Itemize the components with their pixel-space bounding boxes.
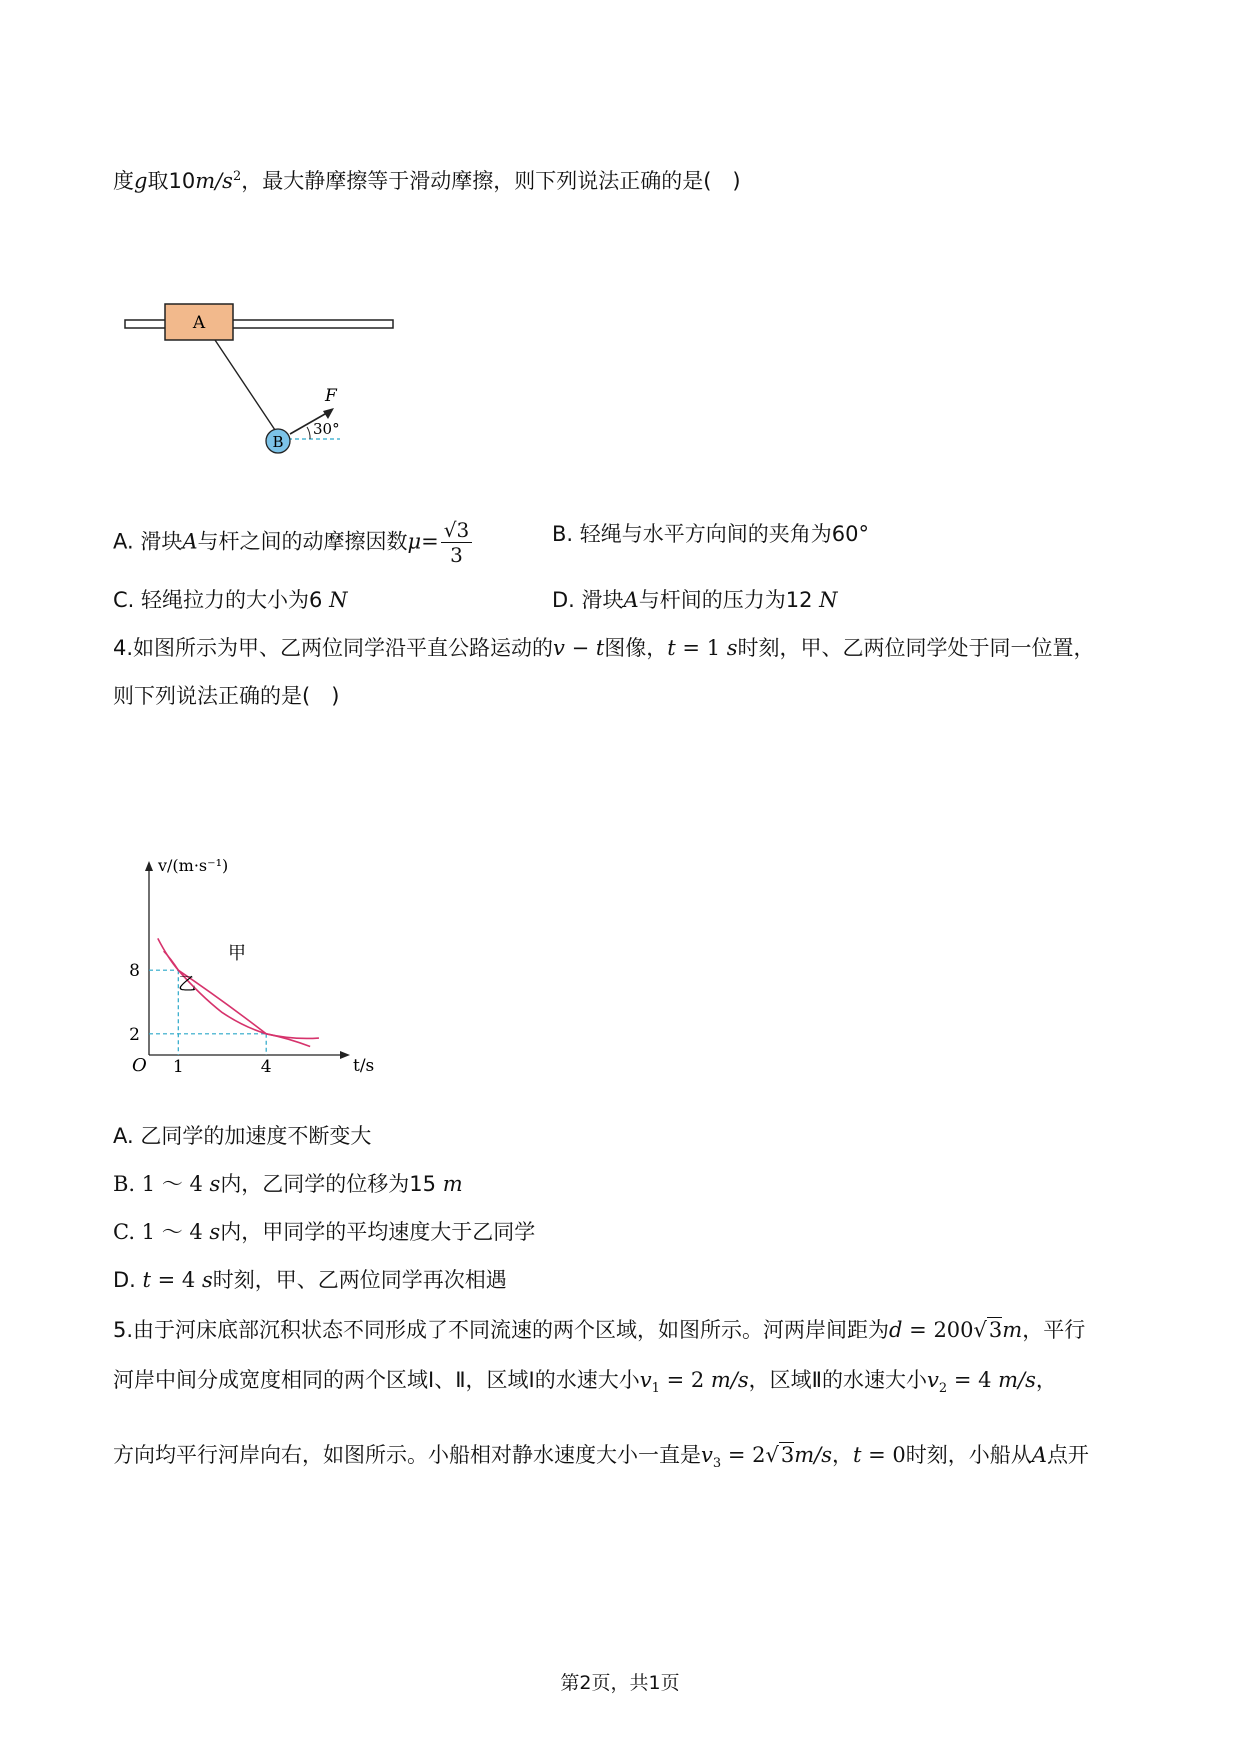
q5-l3-u3: m/s xyxy=(794,1443,832,1467)
q5-line2 xyxy=(113,1366,1057,1403)
q5-l1-sqrt-sign: √ xyxy=(973,1318,987,1342)
q3-opta-mu: μ= xyxy=(407,529,439,554)
page-footer: 第2页，共1页 xyxy=(560,1672,680,1694)
q5-line3 xyxy=(113,1441,1089,1478)
q5-l2-post: ， xyxy=(1035,1368,1057,1392)
q3-optc-pre: C. 轻绳拉力的大小为6 xyxy=(113,588,330,612)
q4-l1-pre: 4.如图所示为甲、乙两位同学沿平直公路运动的 xyxy=(113,636,554,660)
series-line-jia xyxy=(164,951,311,1046)
q4-l1-vt: v − t xyxy=(553,636,605,660)
q4-stem-line2 xyxy=(113,682,339,710)
q5-l2-sub2: 2 xyxy=(938,1381,948,1397)
q5-l3-post: 点开 xyxy=(1046,1443,1089,1467)
x-tick-4: 4 xyxy=(260,1057,272,1077)
q5-l2-v1: v xyxy=(639,1368,652,1392)
x-axis-arrow xyxy=(340,1051,350,1059)
q5-l3-val3: = 2 xyxy=(721,1443,766,1467)
q3-optd-pre: D. 滑块 xyxy=(552,588,624,612)
q4-optd-pre: D. xyxy=(113,1268,143,1292)
q4-optb-pre: B. 1 ～ 4 xyxy=(113,1172,210,1196)
q3-opta-var: A xyxy=(182,529,198,554)
q3-optc-unit: N xyxy=(329,588,348,612)
q5-l1-val: = 200 xyxy=(902,1318,974,1342)
q3-opta-num: √3 xyxy=(441,518,472,543)
rope xyxy=(215,340,277,433)
angle-arc xyxy=(307,427,310,439)
q5-line1 xyxy=(113,1316,1085,1344)
force-label: F xyxy=(325,386,337,406)
q5-l3-sqrt: 3 xyxy=(780,1443,795,1467)
q3-unit: m/s xyxy=(195,169,233,193)
q5-l3-sub3: 3 xyxy=(712,1456,722,1472)
vt-chart xyxy=(120,845,400,1085)
q5-l1-sqrt: 3 xyxy=(988,1318,1003,1342)
q3-stem-post: ，最大静摩擦等于滑动摩擦，则下列说法正确的是( ) xyxy=(241,169,741,193)
q5-l2-pre: 河岸中间分成宽度相同的两个区域Ⅰ、Ⅱ，区域Ⅰ的水速大小 xyxy=(113,1368,640,1392)
y-tick-8: 8 xyxy=(129,961,140,982)
q5-l3-mid: ， xyxy=(832,1443,853,1467)
q4-optd-t: t xyxy=(142,1268,151,1292)
q4-option-c xyxy=(113,1218,535,1246)
q5-l1-m: m xyxy=(1002,1318,1023,1342)
q4-optd-post: 时刻，甲、乙两位同学再次相遇 xyxy=(212,1268,507,1292)
q4-l2: 则下列说法正确的是( ) xyxy=(113,684,340,708)
q5-l3-v3: v xyxy=(701,1443,713,1467)
q4-optc-post: 内，甲同学的平均速度大于乙同学 xyxy=(220,1220,536,1244)
q5-l1-d: d xyxy=(889,1318,903,1342)
series-label-jia: 甲 xyxy=(228,943,246,964)
q4-stem-line1 xyxy=(113,634,1095,662)
q5-l2-v2: v xyxy=(926,1368,939,1392)
q5-l3-mid2: 时刻，小船从 xyxy=(905,1443,1032,1467)
q3-stem xyxy=(113,163,741,195)
force-arrowhead xyxy=(323,408,334,419)
q3-opta-pre: A. 滑块 xyxy=(113,529,183,554)
q5-l3-t0: = 0 xyxy=(861,1443,906,1467)
q3-g: g xyxy=(134,169,148,193)
q5-l3-a: A xyxy=(1031,1443,1047,1467)
q5-l2-val1: = 2 xyxy=(659,1368,711,1392)
q4-optc-s: s xyxy=(209,1220,221,1244)
q4-optd-val: = 4 xyxy=(150,1268,202,1292)
q3-option-d xyxy=(552,586,837,614)
x-axis-label: t/s xyxy=(353,1056,375,1076)
q3-option-a xyxy=(113,518,472,567)
q3-opta-fraction xyxy=(441,518,472,567)
angle-label: 30° xyxy=(313,420,340,438)
q4-optb-s: s xyxy=(209,1172,221,1196)
origin-label: O xyxy=(132,1055,147,1076)
q4-l1-post: 时刻，甲、乙两位同学处于同一位置， xyxy=(737,636,1095,660)
ball-b-label: B xyxy=(272,433,284,451)
q3-stem-pre: 度 xyxy=(113,169,134,193)
q3-optd-var: A xyxy=(623,588,639,612)
q5-l1-post: ，平行 xyxy=(1022,1318,1086,1342)
q3-option-c xyxy=(113,586,347,614)
q3-exp: 2 xyxy=(232,169,242,184)
y-axis-arrow xyxy=(145,861,153,871)
q4-optb-mid: 内，乙同学的位移为15 xyxy=(220,1172,443,1196)
q5-l3-sqrt-sign: √ xyxy=(765,1443,779,1467)
q4-option-a xyxy=(113,1122,371,1150)
q4-l1-t: t xyxy=(667,636,676,660)
q3-figure xyxy=(120,295,410,465)
q4-optd-s: s xyxy=(201,1268,213,1292)
q4-l1-mid: 图像， xyxy=(604,636,668,660)
q5-l1-pre: 5.由于河床底部沉积状态不同形成了不同流速的两个区域，如图所示。河两岸间距为 xyxy=(113,1318,890,1342)
y-axis-label: v/(m·s⁻¹) xyxy=(158,856,229,875)
q5-l2-sub1: 1 xyxy=(651,1381,660,1397)
q4-optb-m: m xyxy=(442,1172,463,1196)
q5-l2-u2: m/s xyxy=(998,1368,1036,1392)
q3-option-b xyxy=(552,520,869,548)
q4-option-b xyxy=(113,1170,463,1198)
series-label-yi: 乙 xyxy=(178,974,196,995)
q4-option-d xyxy=(113,1266,507,1294)
q5-l2-u1: m/s xyxy=(710,1368,749,1392)
q5-l2-mid: ，区域Ⅱ的水速大小 xyxy=(748,1368,927,1392)
x-tick-1: 1 xyxy=(172,1057,184,1077)
q3-optd-unit: N xyxy=(819,588,838,612)
q4-l1-val: = 1 xyxy=(675,636,727,660)
q3-optd-post: 与杆间的压力为12 xyxy=(638,588,820,612)
q5-l2-val2: = 4 xyxy=(947,1368,999,1392)
q3-opta-den: 3 xyxy=(450,543,463,567)
q3-optb-text: B. 轻绳与水平方向间的夹角为60° xyxy=(552,522,869,546)
q5-l3-pre: 方向均平行河岸向右，如图所示。小船相对静水速度大小一直是 xyxy=(113,1443,701,1467)
q4-l1-s: s xyxy=(726,636,738,660)
y-tick-2: 2 xyxy=(129,1024,140,1045)
q3-opta-mid: 与杆之间的动摩擦因数 xyxy=(197,529,408,554)
q5-l3-t: t xyxy=(853,1443,862,1467)
q4-optc-pre: C. 1 ～ 4 xyxy=(113,1220,210,1244)
q3-stem-mid: 取10 xyxy=(147,169,196,193)
block-a-label: A xyxy=(192,313,206,333)
q4-opta: A. 乙同学的加速度不断变大 xyxy=(113,1124,372,1148)
